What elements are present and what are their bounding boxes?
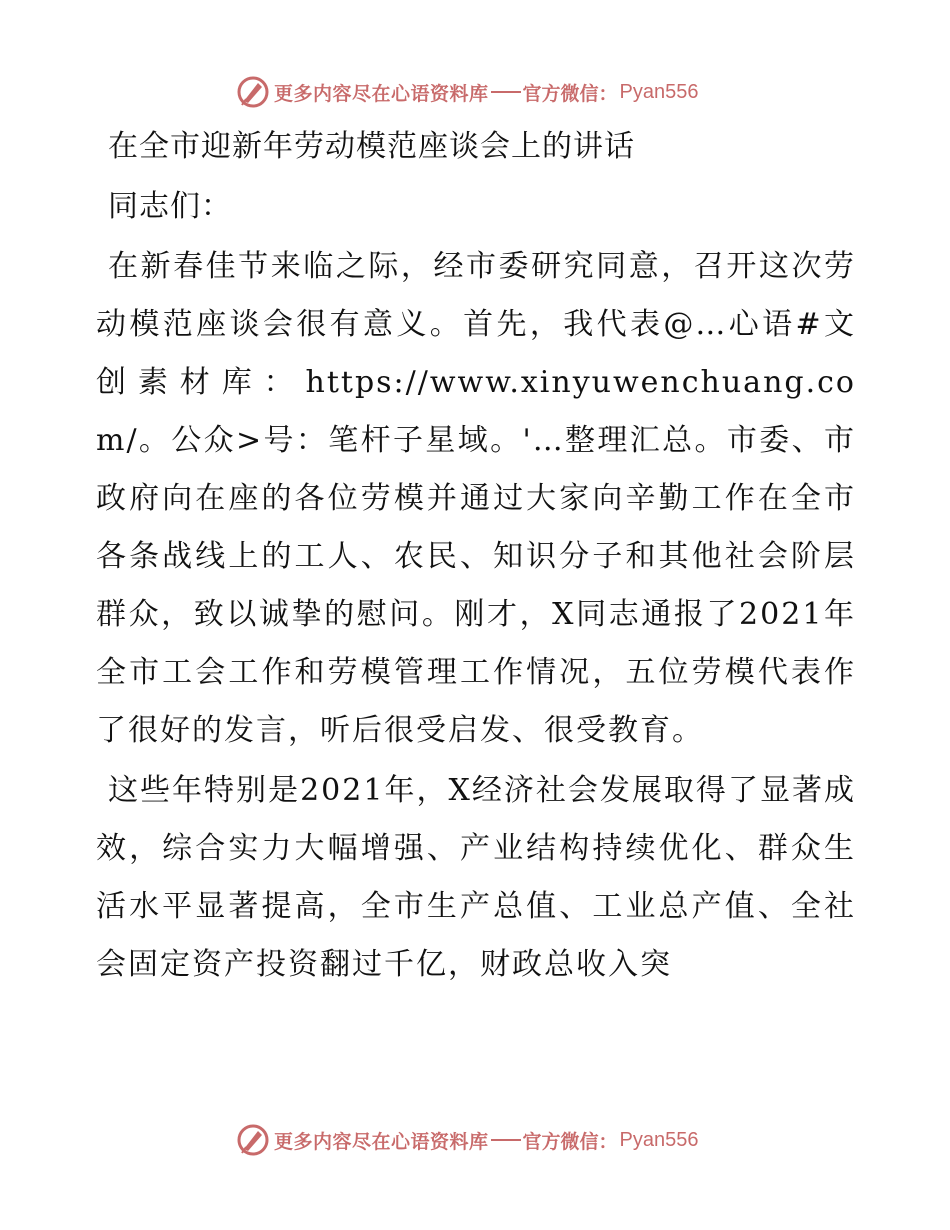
quill-logo-icon (236, 75, 270, 109)
footer-watermark (236, 1122, 699, 1158)
watermark-wechat-id: Pyan556 (619, 80, 699, 103)
header-watermark (236, 74, 699, 110)
quill-logo-icon (236, 1123, 270, 1157)
document-title: 在全市迎新年劳动模范座谈会上的讲话 (108, 129, 635, 164)
paragraph-2: 这些年特别是2021年，X经济社会发展取得了显著成效，综合实力大幅增强、产业结构持续优化、群众生活水平显著提高，全市生产总值、工业总产值、全社会固定资产投资翻过千亿，财政总收入突 (96, 773, 856, 982)
watermark-official-label: 官方微信： (522, 1130, 618, 1153)
watermark-text: 更多内容尽在心语资料库 (274, 1130, 489, 1153)
document-greeting: 同志们： (108, 189, 232, 224)
document-body (96, 118, 856, 996)
watermark-divider (491, 1139, 521, 1141)
watermark-wechat-id: Pyan556 (619, 1128, 699, 1151)
watermark-divider (491, 91, 521, 93)
paragraph-1: 在新春佳节来临之际，经市委研究同意，召开这次劳动模范座谈会很有意义。首先，我代表@…心语#文创素材库：https://www.xinyuwenchuang.com/。公众>号：笔杆子星域。'…整理汇总。市委、市政府向在座的各位劳模并通过大家向辛勤工作在全市各条战线上的工人、农民、知识分子和其他社会阶层群众，致以诚挚的慰问。刚才，X同志通报了2021年全市工会工作和劳模管理工作情况，五位劳模代表作了很好的发言，听后很受启发、很受教育。 (96, 249, 856, 748)
watermark-text: 更多内容尽在心语资料库 (274, 82, 489, 105)
watermark-official-label: 官方微信： (522, 82, 618, 105)
